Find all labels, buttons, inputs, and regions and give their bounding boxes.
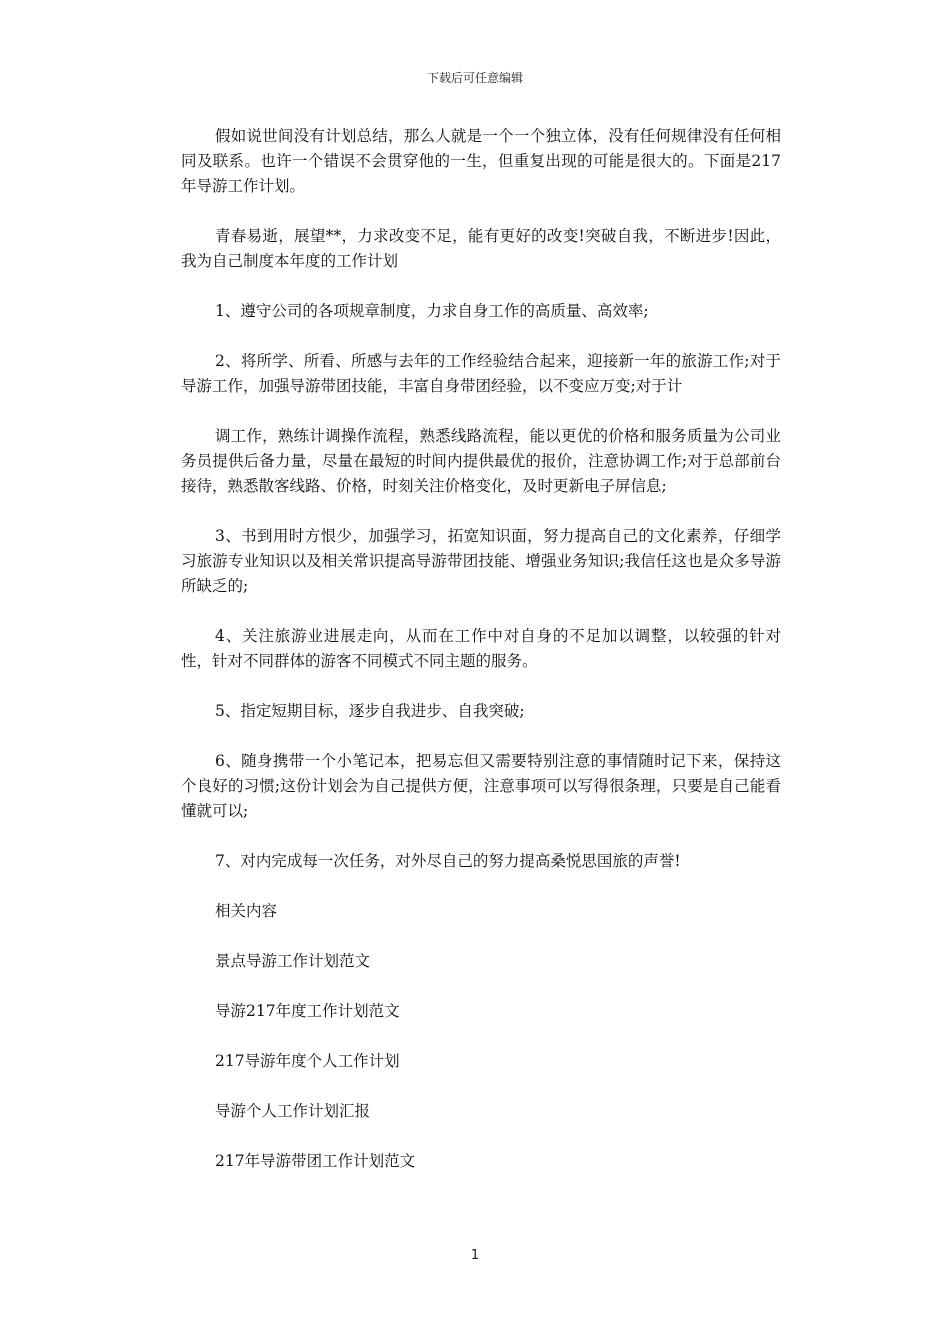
header-note: 下载后可任意编辑 [426, 71, 523, 85]
related-link-5[interactable]: 217年导游带团工作计划范文 [215, 1152, 416, 1170]
document-body [181, 124, 781, 1199]
related-link-3[interactable]: 217导游年度个人工作计划 [215, 1052, 400, 1070]
plan-item-3: 3、书到用时方恨少，加强学习，拓宽知识面，努力提高自己的文化素养，仔细学习旅游专业知识以及相关常识提高导游带团技能、增强业务知识;我信任这也是众多导游所缺乏的; [181, 527, 781, 595]
related-link-1[interactable]: 景点导游工作计划范文 [215, 952, 371, 970]
plan-item-6: 6、随身携带一个小笔记本，把易忘但又需要特别注意的事情随时记下来，保持这个良好的习惯;这份计划会为自己提供方便，注意事项可以写得很条理，只要是自己能看懂就可以; [181, 752, 781, 820]
related-link-2[interactable]: 导游217年度工作计划范文 [215, 1002, 400, 1020]
paragraph-intro: 假如说世间没有计划总结，那么人就是一个一个独立体，没有任何规律没有任何相同及联系。也许一个错误不会贯穿他的一生，但重复出现的可能是很大的。下面是217年导游工作计划。 [181, 127, 781, 195]
plan-item-7: 7、对内完成每一次任务，对外尽自己的努力提高桑悦思国旅的声誉! [215, 852, 681, 870]
related-content-heading: 相关内容 [215, 902, 278, 920]
related-link-4[interactable]: 导游个人工作计划汇报 [215, 1102, 371, 1120]
plan-item-2-continued: 调工作，熟练计调操作流程，熟悉线路流程，能以更优的价格和服务质量为公司业务员提供后备力量，尽量在最短的时间内提供最优的报价，注意协调工作;对于总部前台接待，熟悉散客线路、价格，时刻关注价格变化，及时更新电子屏信息; [181, 427, 781, 495]
page-number: 1 [470, 1248, 480, 1263]
plan-item-4: 4、关注旅游业进展走向，从而在工作中对自身的不足加以调整，以较强的针对性，针对不同群体的游客不同模式不同主题的服务。 [181, 627, 781, 670]
plan-item-1: 1、遵守公司的各项规章制度，力求自身工作的高质量、高效率; [215, 302, 649, 320]
paragraph-youth: 青春易逝，展望**，力求改变不足，能有更好的改变!突破自我，不断进步!因此，我为自己制度本年度的工作计划 [181, 227, 781, 270]
plan-item-2: 2、将所学、所看、所感与去年的工作经验结合起来，迎接新一年的旅游工作;对于导游工作，加强导游带团技能，丰富自身带团经验，以不变应万变;对于计 [181, 352, 781, 395]
plan-item-5: 5、指定短期目标，逐步自我进步、自我突破; [215, 702, 525, 720]
